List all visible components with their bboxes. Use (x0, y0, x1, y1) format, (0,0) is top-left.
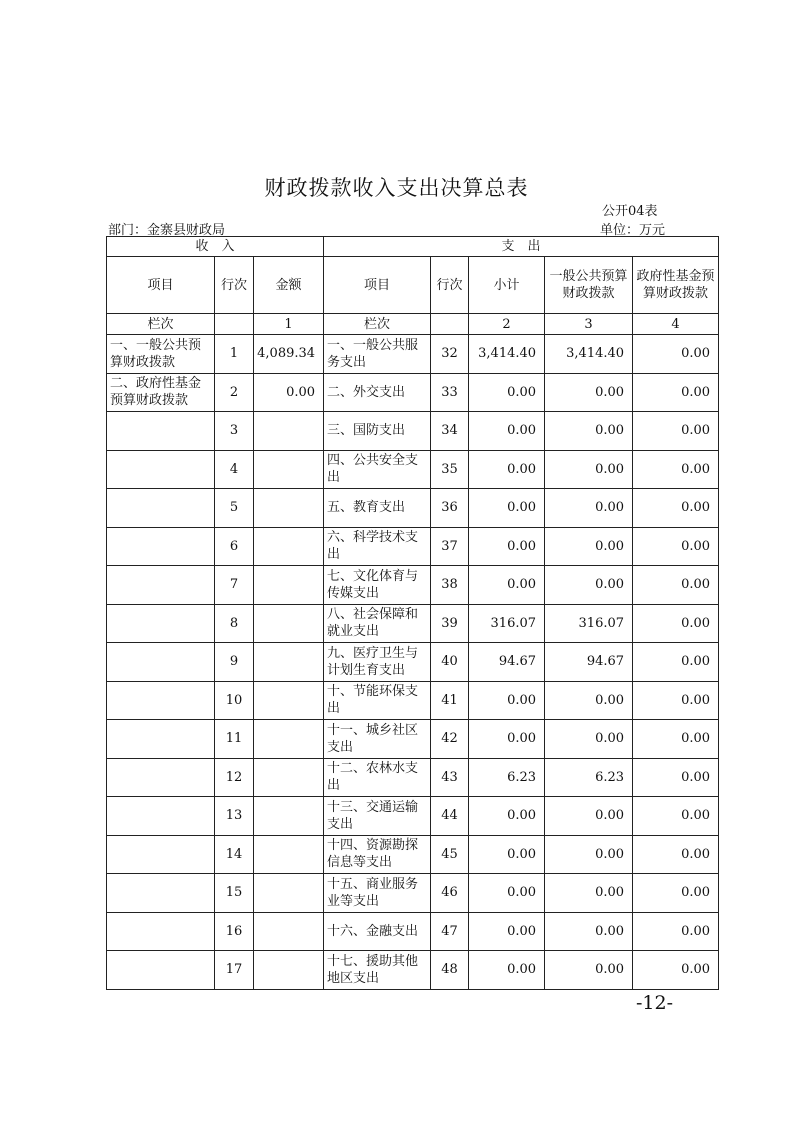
column-header-row (107, 257, 719, 314)
income-line: 5 (215, 489, 254, 528)
income-line: 16 (215, 912, 254, 951)
form-number: 公开04表 (602, 204, 658, 219)
col-index-label-2: 栏次 (324, 314, 431, 335)
fund-budget-amount: 0.00 (633, 758, 719, 797)
fund-budget-amount: 0.00 (633, 527, 719, 566)
general-budget-amount: 6.23 (545, 758, 633, 797)
col-index-label: 栏次 (107, 314, 215, 335)
income-item (107, 835, 215, 874)
general-budget-amount: 0.00 (545, 720, 633, 759)
fund-budget-amount: 0.00 (633, 681, 719, 720)
general-budget-amount: 0.00 (545, 450, 633, 489)
expense-item: 十一、城乡社区支出 (324, 720, 431, 759)
general-budget-amount: 0.00 (545, 912, 633, 951)
table-row (107, 373, 719, 412)
col-index-3: 3 (545, 314, 633, 335)
income-amount (254, 758, 324, 797)
department-label: 部门：金寨县财政局 (108, 223, 226, 238)
subtotal-amount: 0.00 (469, 489, 545, 528)
col-income-amount: 金额 (254, 257, 324, 314)
income-line: 15 (215, 874, 254, 913)
fund-budget-amount: 0.00 (633, 720, 719, 759)
subtotal-amount: 316.07 (469, 604, 545, 643)
income-line: 1 (215, 335, 254, 374)
report-title: 财政拨款收入支出决算总表 (264, 176, 529, 200)
subtotal-amount: 0.00 (469, 797, 545, 836)
income-item: 一、一般公共预算财政拨款 (107, 335, 215, 374)
general-budget-amount: 0.00 (545, 874, 633, 913)
income-header: 收 入 (107, 237, 324, 257)
fund-budget-amount: 0.00 (633, 912, 719, 951)
income-amount (254, 874, 324, 913)
general-budget-amount: 0.00 (545, 681, 633, 720)
table-row (107, 835, 719, 874)
income-line: 9 (215, 643, 254, 682)
fund-budget-amount: 0.00 (633, 566, 719, 605)
table-row (107, 335, 719, 374)
subtotal-amount: 6.23 (469, 758, 545, 797)
table-row (107, 874, 719, 913)
expense-line: 40 (431, 643, 469, 682)
income-amount (254, 797, 324, 836)
subtotal-amount: 0.00 (469, 835, 545, 874)
income-amount (254, 604, 324, 643)
general-budget-amount: 0.00 (545, 412, 633, 451)
income-line: 10 (215, 681, 254, 720)
income-line: 6 (215, 527, 254, 566)
income-line: 3 (215, 412, 254, 451)
income-item (107, 643, 215, 682)
general-budget-amount: 0.00 (545, 797, 633, 836)
income-item: 二、政府性基金预算财政拨款 (107, 373, 215, 412)
table-row (107, 912, 719, 951)
income-line: 2 (215, 373, 254, 412)
col-index-2: 2 (469, 314, 545, 335)
general-budget-amount: 316.07 (545, 604, 633, 643)
income-line: 7 (215, 566, 254, 605)
income-amount: 4,089.34 (254, 335, 324, 374)
expense-item: 十五、商业服务业等支出 (324, 874, 431, 913)
income-item (107, 797, 215, 836)
expense-line: 45 (431, 835, 469, 874)
fund-budget-amount: 0.00 (633, 835, 719, 874)
general-budget-amount: 94.67 (545, 643, 633, 682)
expense-item: 十六、金融支出 (324, 912, 431, 951)
expense-line: 36 (431, 489, 469, 528)
income-item (107, 412, 215, 451)
col-index-empty-2 (431, 314, 469, 335)
income-amount (254, 643, 324, 682)
col-index-1: 1 (254, 314, 324, 335)
table-row (107, 450, 719, 489)
general-budget-amount: 0.00 (545, 527, 633, 566)
income-line: 11 (215, 720, 254, 759)
income-amount (254, 566, 324, 605)
income-line: 8 (215, 604, 254, 643)
general-budget-amount: 0.00 (545, 835, 633, 874)
expense-item: 九、医疗卫生与计划生育支出 (324, 643, 431, 682)
expense-line: 35 (431, 450, 469, 489)
subtotal-amount: 0.00 (469, 951, 545, 990)
income-amount: 0.00 (254, 373, 324, 412)
expense-item: 十、节能环保支出 (324, 681, 431, 720)
section-header-row (107, 237, 719, 257)
table-row (107, 412, 719, 451)
expense-line: 34 (431, 412, 469, 451)
col-subtotal: 小计 (469, 257, 545, 314)
col-general-budget: 一般公共预算财政拨款 (545, 257, 633, 314)
income-item (107, 912, 215, 951)
expense-line: 44 (431, 797, 469, 836)
expense-item: 十四、资源勘探信息等支出 (324, 835, 431, 874)
expense-item: 四、公共安全支出 (324, 450, 431, 489)
expense-item: 六、科学技术支出 (324, 527, 431, 566)
income-item (107, 489, 215, 528)
expense-line: 38 (431, 566, 469, 605)
expense-header: 支 出 (324, 237, 719, 257)
expense-item: 三、国防支出 (324, 412, 431, 451)
table-row (107, 489, 719, 528)
unit-label: 单位：万元 (600, 223, 666, 238)
general-budget-amount: 0.00 (545, 951, 633, 990)
income-line: 4 (215, 450, 254, 489)
expense-line: 32 (431, 335, 469, 374)
fund-budget-amount: 0.00 (633, 335, 719, 374)
income-amount (254, 681, 324, 720)
income-amount (254, 912, 324, 951)
income-amount (254, 412, 324, 451)
fund-budget-amount: 0.00 (633, 450, 719, 489)
fund-budget-amount: 0.00 (633, 604, 719, 643)
fund-budget-amount: 0.00 (633, 489, 719, 528)
expense-line: 37 (431, 527, 469, 566)
expense-item: 十七、援助其他地区支出 (324, 951, 431, 990)
income-line: 14 (215, 835, 254, 874)
col-income-line: 行次 (215, 257, 254, 314)
expense-line: 41 (431, 681, 469, 720)
expense-item: 二、外交支出 (324, 373, 431, 412)
fund-budget-amount: 0.00 (633, 373, 719, 412)
expense-line: 33 (431, 373, 469, 412)
general-budget-amount: 0.00 (545, 373, 633, 412)
income-amount (254, 951, 324, 990)
table-row (107, 681, 719, 720)
expense-item: 一、一般公共服务支出 (324, 335, 431, 374)
table-row (107, 604, 719, 643)
col-index-4: 4 (633, 314, 719, 335)
table-row (107, 797, 719, 836)
table-row (107, 951, 719, 990)
fund-budget-amount: 0.00 (633, 643, 719, 682)
fund-budget-amount: 0.00 (633, 951, 719, 990)
table-row (107, 566, 719, 605)
income-item (107, 758, 215, 797)
general-budget-amount: 0.00 (545, 566, 633, 605)
expense-line: 42 (431, 720, 469, 759)
expense-line: 39 (431, 604, 469, 643)
income-line: 17 (215, 951, 254, 990)
subtotal-amount: 0.00 (469, 874, 545, 913)
expense-line: 48 (431, 951, 469, 990)
budget-table (106, 236, 719, 990)
subtotal-amount: 0.00 (469, 412, 545, 451)
col-index-empty (215, 314, 254, 335)
table-row (107, 527, 719, 566)
income-amount (254, 450, 324, 489)
income-item (107, 951, 215, 990)
subtotal-amount: 94.67 (469, 643, 545, 682)
income-amount (254, 835, 324, 874)
column-index-row (107, 314, 719, 335)
subtotal-amount: 0.00 (469, 681, 545, 720)
income-item (107, 450, 215, 489)
income-item (107, 681, 215, 720)
table-row (107, 720, 719, 759)
subtotal-amount: 0.00 (469, 527, 545, 566)
col-expense-line: 行次 (431, 257, 469, 314)
expense-item: 十三、交通运输支出 (324, 797, 431, 836)
general-budget-amount: 3,414.40 (545, 335, 633, 374)
general-budget-amount: 0.00 (545, 489, 633, 528)
table-row (107, 758, 719, 797)
income-amount (254, 720, 324, 759)
income-item (107, 566, 215, 605)
expense-item: 七、文化体育与传媒支出 (324, 566, 431, 605)
income-amount (254, 489, 324, 528)
income-line: 13 (215, 797, 254, 836)
income-item (107, 720, 215, 759)
subtotal-amount: 0.00 (469, 566, 545, 605)
fund-budget-amount: 0.00 (633, 874, 719, 913)
col-expense-item: 项目 (324, 257, 431, 314)
subtotal-amount: 3,414.40 (469, 335, 545, 374)
fund-budget-amount: 0.00 (633, 412, 719, 451)
subtotal-amount: 0.00 (469, 720, 545, 759)
income-line: 12 (215, 758, 254, 797)
subtotal-amount: 0.00 (469, 912, 545, 951)
expense-item: 五、教育支出 (324, 489, 431, 528)
page-number: -12- (636, 992, 674, 1014)
expense-line: 47 (431, 912, 469, 951)
income-item (107, 527, 215, 566)
col-income-item: 项目 (107, 257, 215, 314)
subtotal-amount: 0.00 (469, 450, 545, 489)
col-fund-budget: 政府性基金预算财政拨款 (633, 257, 719, 314)
income-amount (254, 527, 324, 566)
income-item (107, 874, 215, 913)
income-item (107, 604, 215, 643)
fund-budget-amount: 0.00 (633, 797, 719, 836)
expense-line: 46 (431, 874, 469, 913)
expense-line: 43 (431, 758, 469, 797)
expense-item: 十二、农林水支出 (324, 758, 431, 797)
table-row (107, 643, 719, 682)
expense-item: 八、社会保障和就业支出 (324, 604, 431, 643)
subtotal-amount: 0.00 (469, 373, 545, 412)
